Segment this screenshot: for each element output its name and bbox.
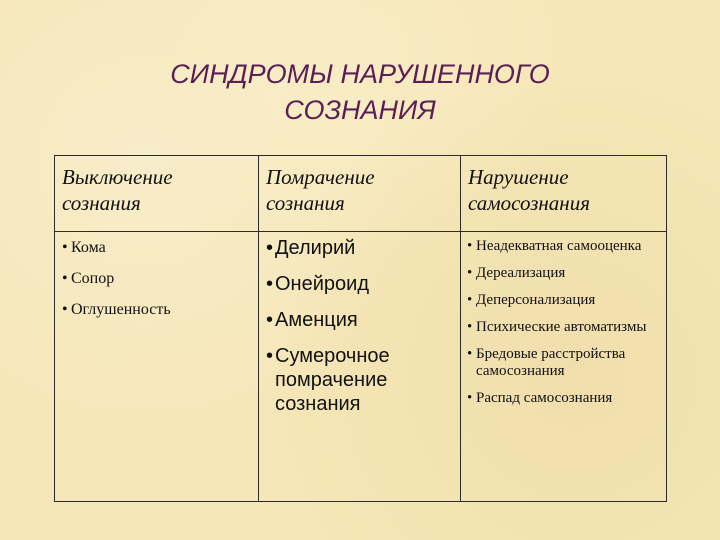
header-line: Выключение bbox=[62, 165, 173, 189]
list-item: • Бредовые расстройства самосознания bbox=[467, 346, 660, 380]
header-line: сознания bbox=[266, 191, 345, 215]
list-item: • Сумерочное помрачение сознания bbox=[266, 344, 454, 416]
header-line: Нарушение bbox=[468, 165, 569, 189]
header-line: Помрачение bbox=[266, 165, 375, 189]
header-consciousness-switch-off bbox=[55, 156, 259, 232]
table-body-row bbox=[55, 232, 667, 502]
column-consciousness-switch-off bbox=[55, 232, 259, 502]
list-item: • Дереализация bbox=[467, 265, 660, 282]
list-item: • Распад самосознания bbox=[467, 390, 660, 407]
bullet-list bbox=[461, 232, 666, 407]
list-item: • Делирий bbox=[266, 236, 454, 260]
list-item: • Онейроид bbox=[266, 272, 454, 296]
bullet-list bbox=[55, 232, 258, 320]
header-self-awareness-disorder bbox=[461, 156, 667, 232]
list-item: • Кома bbox=[62, 238, 252, 258]
list-item: • Аменция bbox=[266, 308, 454, 332]
header-line: самосознания bbox=[468, 191, 590, 215]
syndromes-table bbox=[54, 155, 667, 502]
column-clouding-of-consciousness bbox=[259, 232, 461, 502]
header-line: сознания bbox=[62, 191, 141, 215]
slide-title bbox=[0, 56, 720, 128]
list-item: • Сопор bbox=[62, 269, 252, 289]
column-self-awareness-disorder bbox=[461, 232, 667, 502]
list-item: • Деперсонализация bbox=[467, 292, 660, 309]
slide-title-line-2: СОЗНАНИЯ bbox=[284, 95, 436, 125]
header-clouding-of-consciousness bbox=[259, 156, 461, 232]
list-item: • Неадекватная самооценка bbox=[467, 238, 660, 255]
bullet-list bbox=[259, 232, 460, 416]
list-item: • Психические автоматизмы bbox=[467, 319, 660, 336]
slide-title-line-1: СИНДРОМЫ НАРУШЕННОГО bbox=[170, 59, 550, 89]
list-item: • Оглушенность bbox=[62, 300, 252, 320]
table-header-row bbox=[55, 156, 667, 232]
